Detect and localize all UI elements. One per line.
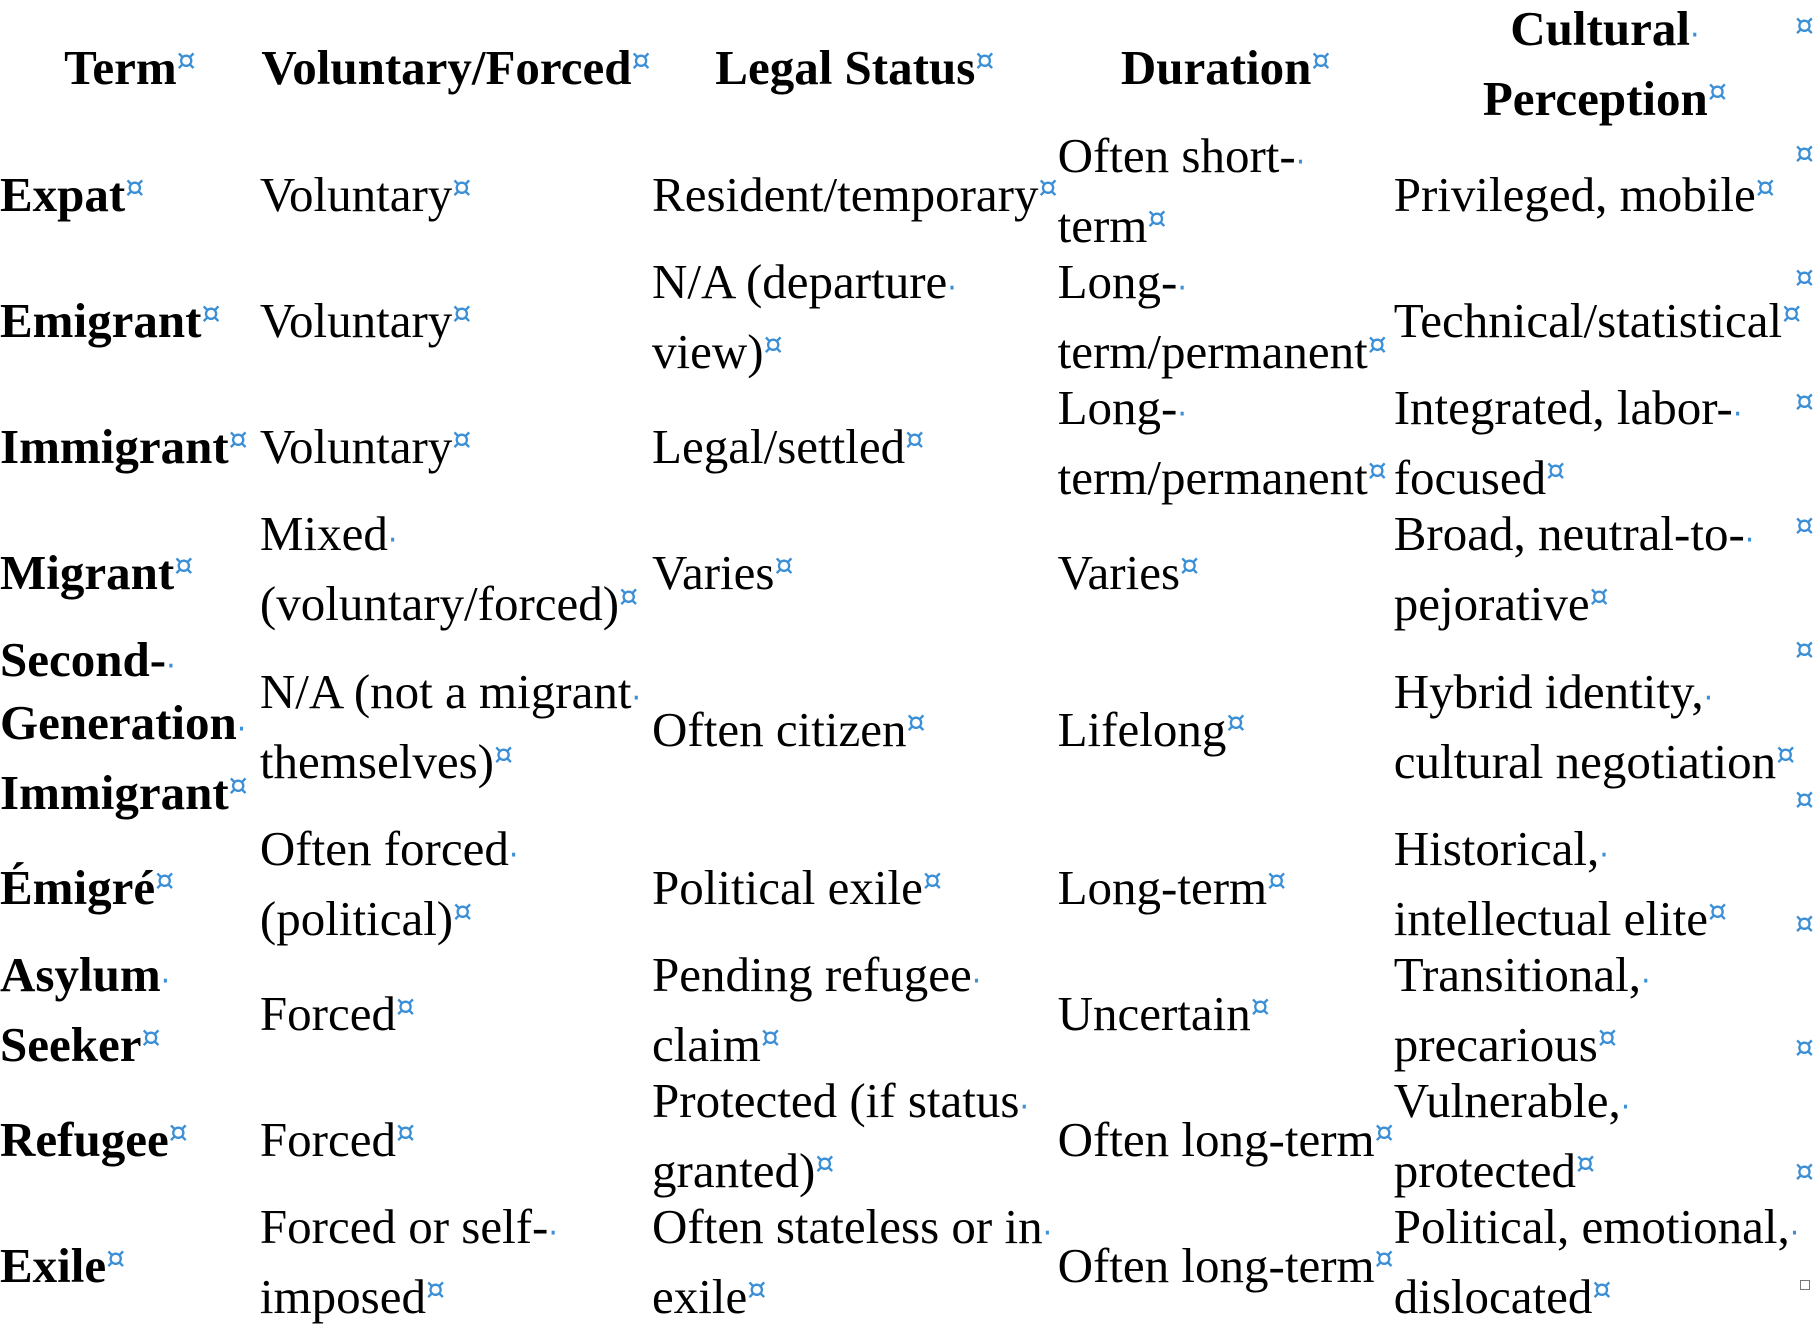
cell-end-mark: ¤ — [1374, 1114, 1394, 1150]
cell-text-line — [1394, 947, 1816, 1010]
cell-cultural-perception — [1394, 947, 1816, 1073]
cell-text-line — [0, 853, 260, 916]
table-row — [0, 632, 1816, 821]
space-mark: · — [1599, 838, 1609, 873]
cell-end-mark: ¤ — [168, 1114, 188, 1150]
cell-term — [0, 947, 260, 1073]
cell-text: focused — [1393, 450, 1547, 505]
cell-end-mark: ¤ — [176, 42, 196, 78]
cell-voluntary-forced — [260, 632, 652, 821]
cell-text-line — [0, 1231, 260, 1294]
cell-end-mark: ¤ — [1038, 169, 1058, 205]
cell-text-line — [1394, 506, 1816, 569]
cell-text: Forced or self- — [259, 1199, 549, 1254]
cell-end-mark: ¤ — [1592, 1272, 1612, 1307]
cell-text-line — [0, 632, 260, 695]
cell-end-mark: ¤ — [493, 736, 514, 772]
cell-text: term/permanent — [1057, 324, 1368, 379]
cell-text: Immigrant — [0, 765, 229, 820]
cell-text-line — [0, 695, 260, 758]
cell-end-mark: ¤ — [452, 295, 472, 331]
cell-text-line — [1394, 1, 1816, 64]
cell-text: precarious — [1393, 1017, 1598, 1072]
cell-end-mark: ¤ — [452, 169, 472, 205]
cell-text-line — [0, 160, 260, 223]
cell-text-line — [0, 1010, 260, 1073]
cell-text: Mixed — [259, 506, 388, 561]
cell-text: Voluntary — [259, 418, 453, 474]
cell-cultural-perception — [1394, 632, 1816, 821]
cell-text-line — [1394, 286, 1816, 349]
space-mark: · — [1641, 964, 1651, 999]
cell-text: Often forced — [259, 821, 509, 876]
space-mark: · — [1620, 1090, 1631, 1125]
cell-text: Generation — [0, 695, 237, 750]
cell-text-line — [1394, 884, 1816, 947]
cell-legal-status — [652, 821, 1058, 947]
cell-legal-status — [652, 506, 1058, 632]
cell-text: Uncertain — [1057, 985, 1251, 1041]
cell-text: protected — [1393, 1143, 1577, 1198]
cell-text: term/permanent — [1057, 450, 1368, 505]
cell-text: N/A (not a migrant — [259, 663, 632, 719]
space-mark: · — [1732, 397, 1743, 432]
cell-text: Asylum — [0, 947, 161, 1002]
cell-text: imposed — [259, 1269, 426, 1324]
cell-term — [0, 821, 260, 947]
cell-text: Long- — [1057, 380, 1178, 435]
space-mark: · — [1019, 1090, 1029, 1125]
cell-text-line — [1058, 33, 1394, 96]
cell-end-mark: ¤ — [1597, 1020, 1617, 1055]
cell-end-mark: ¤ — [155, 862, 175, 898]
space-mark: · — [1703, 680, 1714, 716]
cell-cultural-perception — [1394, 821, 1816, 947]
table-row — [0, 380, 1816, 506]
space-mark: · — [166, 649, 176, 684]
cell-voluntary-forced — [260, 821, 652, 947]
cell-end-mark: ¤ — [425, 1272, 446, 1307]
row-end-mark: ¤ — [1794, 782, 1814, 817]
cell-text-line — [652, 1010, 1058, 1073]
cell-voluntary-forced — [260, 254, 652, 380]
space-mark: · — [1177, 397, 1187, 432]
row-end-mark: ¤ — [1794, 1154, 1814, 1189]
cell-text-line — [1058, 254, 1394, 317]
cell-text-line — [1058, 380, 1394, 443]
cell-text-line — [1394, 1262, 1816, 1325]
cell-text-line — [652, 695, 1058, 758]
cell-text-line — [1058, 317, 1394, 380]
cell-text-line — [1394, 1136, 1816, 1199]
cell-text: Privileged, mobile — [1393, 166, 1756, 222]
cell-end-mark: ¤ — [1226, 705, 1246, 740]
cell-legal-status — [652, 1199, 1058, 1325]
cell-text-line — [652, 1073, 1058, 1136]
cell-text-line — [260, 1199, 652, 1262]
cell-end-mark: ¤ — [1180, 547, 1200, 583]
cell-text-line — [1058, 538, 1394, 601]
cell-end-mark: ¤ — [1707, 74, 1727, 109]
cell-text-line — [260, 160, 652, 223]
cell-text-line — [1394, 160, 1816, 223]
cell-text: Duration — [1120, 39, 1312, 95]
cell-text-line — [0, 947, 260, 1010]
cell-end-mark: ¤ — [760, 1020, 780, 1055]
cell-voluntary-forced — [260, 506, 652, 632]
header-cell-term — [0, 0, 260, 128]
cell-text: Migrant — [0, 544, 175, 600]
space-mark: · — [1744, 523, 1755, 558]
space-mark: · — [631, 680, 641, 716]
cell-text: Émigré — [0, 859, 156, 915]
row-end-mark: ¤ — [1794, 260, 1814, 295]
cell-end-mark: ¤ — [1589, 579, 1609, 614]
space-mark: · — [1295, 145, 1306, 180]
cell-text: Immigrant — [0, 418, 229, 474]
space-mark: · — [548, 1216, 558, 1251]
cell-text-line — [0, 758, 260, 821]
cell-text: Often long-term — [1057, 1111, 1375, 1167]
cell-term — [0, 254, 260, 380]
cell-text-line — [652, 160, 1058, 223]
cell-text: exile — [652, 1269, 748, 1324]
cell-text: granted) — [652, 1143, 816, 1198]
cell-text-line — [1394, 443, 1816, 506]
cell-text: Long- — [1057, 254, 1178, 309]
cell-duration — [1058, 632, 1394, 821]
space-mark: · — [1177, 271, 1187, 306]
cell-end-mark: ¤ — [905, 421, 925, 457]
cell-text: (political) — [259, 891, 454, 946]
cell-text: Integrated, labor- — [1393, 380, 1733, 435]
cell-text: (voluntary/forced) — [259, 576, 620, 631]
row-end-mark: ¤ — [1794, 384, 1814, 419]
space-mark: · — [1689, 18, 1700, 53]
cell-end-mark: ¤ — [1367, 327, 1387, 362]
cell-text: Exile — [0, 1237, 107, 1293]
cell-cultural-perception — [1394, 380, 1816, 506]
cell-end-mark: ¤ — [1250, 988, 1270, 1024]
cell-text: Refugee — [0, 1111, 169, 1167]
cell-text-line — [652, 412, 1058, 475]
cell-text-line — [0, 286, 260, 349]
cell-term — [0, 1073, 260, 1199]
cell-end-mark: ¤ — [975, 42, 995, 78]
cell-text-line — [0, 412, 260, 475]
cell-end-mark: ¤ — [453, 894, 473, 929]
cell-end-mark: ¤ — [452, 421, 472, 457]
cell-text-line — [260, 821, 652, 884]
cell-duration — [1058, 380, 1394, 506]
cell-text: intellectual elite — [1393, 891, 1708, 946]
cell-end-mark: ¤ — [1776, 736, 1796, 772]
cell-text-line — [260, 506, 652, 569]
cell-text-line — [1058, 853, 1394, 916]
cell-end-mark: ¤ — [396, 1114, 416, 1150]
table-row — [0, 506, 1816, 632]
cell-text-line — [1058, 1105, 1394, 1168]
cell-text-line — [652, 1136, 1058, 1199]
cell-text: Voluntary/Forced — [261, 39, 632, 95]
cell-text: Legal Status — [715, 39, 976, 95]
cell-text: claim — [652, 1017, 761, 1072]
cell-term — [0, 128, 260, 254]
row-end-mark: ¤ — [1794, 508, 1814, 543]
cell-text-line — [1394, 727, 1816, 790]
cell-text: dislocated — [1393, 1269, 1593, 1324]
cell-text: Varies — [1057, 544, 1181, 600]
cell-text: view) — [652, 324, 764, 379]
space-mark: · — [971, 964, 982, 999]
header-cell-cultural-perception — [1394, 0, 1816, 128]
cell-text-line — [1394, 569, 1816, 632]
cell-text: Long-term — [1057, 859, 1268, 915]
cell-end-mark: ¤ — [747, 1272, 767, 1307]
cell-end-mark: ¤ — [815, 1146, 835, 1181]
cell-voluntary-forced — [260, 128, 652, 254]
row-end-mark: ¤ — [1794, 8, 1814, 43]
cell-end-mark: ¤ — [174, 547, 194, 583]
cell-text: Hybrid identity, — [1393, 663, 1704, 719]
cell-text: Term — [64, 39, 177, 95]
cell-duration — [1058, 254, 1394, 380]
cell-text-line — [652, 1199, 1058, 1262]
cell-text: Historical, — [1393, 821, 1600, 876]
cell-voluntary-forced — [260, 947, 652, 1073]
cell-text: Voluntary — [259, 166, 453, 222]
cell-end-mark: ¤ — [906, 705, 926, 740]
cell-duration — [1058, 506, 1394, 632]
row-end-mark: ¤ — [1794, 136, 1814, 171]
cell-text: Varies — [652, 544, 775, 600]
cell-duration — [1058, 1073, 1394, 1199]
cell-text-line — [1058, 695, 1394, 758]
row-end-mark: ¤ — [1794, 1030, 1814, 1065]
cell-end-mark: ¤ — [1311, 42, 1331, 78]
cell-text-line — [0, 33, 260, 96]
cell-end-mark: ¤ — [141, 1020, 161, 1055]
cell-term — [0, 1199, 260, 1325]
cell-end-mark: ¤ — [106, 1240, 126, 1276]
row-end-mark: ¤ — [1794, 906, 1814, 941]
cell-text-line — [260, 1105, 652, 1168]
cell-legal-status — [652, 380, 1058, 506]
table-row — [0, 1199, 1816, 1325]
space-mark: · — [947, 271, 957, 306]
cell-legal-status — [652, 1073, 1058, 1199]
cell-text-line — [260, 33, 652, 96]
cell-text-line — [652, 853, 1058, 916]
cell-text: Often citizen — [652, 702, 907, 757]
cell-end-mark: ¤ — [619, 579, 639, 614]
cell-text-line — [1394, 664, 1816, 727]
cell-text-line — [260, 979, 652, 1042]
cell-text-line — [0, 1105, 260, 1168]
cell-text: pejorative — [1393, 576, 1590, 631]
cell-cultural-perception — [1394, 1199, 1816, 1325]
cell-text-line — [1394, 1199, 1816, 1262]
cell-text-line — [260, 1262, 652, 1325]
cell-end-mark: ¤ — [228, 768, 248, 803]
cell-text-line — [1058, 443, 1394, 506]
cell-text-line — [260, 286, 652, 349]
cell-end-mark: ¤ — [1147, 201, 1167, 236]
cell-text: Resident/temporary — [652, 166, 1039, 222]
cell-duration — [1058, 128, 1394, 254]
cell-text-line — [1394, 380, 1816, 443]
space-mark: · — [236, 712, 247, 747]
cell-end-mark: ¤ — [631, 42, 651, 78]
cell-end-mark: ¤ — [125, 169, 145, 205]
cell-text: Broad, neutral-to- — [1393, 506, 1745, 561]
cell-text: Technical/statistical — [1393, 292, 1783, 348]
table-header-row — [0, 0, 1816, 128]
cell-text-line — [1394, 821, 1816, 884]
cell-text: Lifelong — [1057, 702, 1227, 757]
cell-cultural-perception — [1394, 506, 1816, 632]
cell-end-mark: ¤ — [1374, 1240, 1394, 1276]
cell-term — [0, 506, 260, 632]
cell-end-mark: ¤ — [1708, 894, 1728, 929]
cell-text: Emigrant — [0, 292, 202, 348]
cell-cultural-perception — [1394, 254, 1816, 380]
cell-text-line — [1058, 979, 1394, 1042]
cell-text-line — [1058, 191, 1394, 254]
cell-end-mark: ¤ — [1267, 862, 1287, 898]
cell-legal-status — [652, 128, 1058, 254]
table-row — [0, 947, 1816, 1073]
header-cell-legal-status — [652, 0, 1058, 128]
cell-text: Protected (if status — [652, 1073, 1020, 1128]
header-cell-voluntary-forced — [260, 0, 652, 128]
cell-end-mark: ¤ — [774, 547, 794, 583]
cell-legal-status — [652, 254, 1058, 380]
cell-text-line — [260, 664, 652, 727]
space-mark: · — [508, 838, 519, 873]
cell-end-mark: ¤ — [1546, 453, 1566, 488]
cell-duration — [1058, 821, 1394, 947]
cell-term — [0, 380, 260, 506]
cell-text: Transitional, — [1393, 947, 1642, 1002]
cell-duration — [1058, 1199, 1394, 1325]
cell-duration — [1058, 947, 1394, 1073]
space-mark: · — [160, 964, 171, 999]
table-row — [0, 821, 1816, 947]
cell-end-mark: ¤ — [1782, 295, 1802, 331]
cell-text: Forced — [259, 985, 396, 1041]
cell-end-mark: ¤ — [1755, 169, 1775, 205]
cell-text: Political exile — [652, 859, 923, 915]
cell-text-line — [1058, 128, 1394, 191]
cell-text: Seeker — [0, 1017, 142, 1072]
cell-text: term — [1057, 198, 1148, 253]
cell-end-mark: ¤ — [1367, 453, 1387, 488]
cell-voluntary-forced — [260, 380, 652, 506]
space-mark: · — [387, 523, 398, 558]
cell-text: Often stateless or in — [652, 1199, 1043, 1254]
cell-term — [0, 632, 260, 821]
table-row — [0, 1073, 1816, 1199]
cell-text: cultural negotiation — [1393, 733, 1777, 789]
space-mark: · — [1042, 1216, 1053, 1251]
cell-text-line — [0, 538, 260, 601]
cell-text: Forced — [259, 1111, 396, 1167]
cell-text-line — [1394, 1010, 1816, 1073]
cell-text: Vulnerable, — [1393, 1073, 1621, 1128]
cell-text-line — [652, 254, 1058, 317]
table-row — [0, 128, 1816, 254]
table-row — [0, 254, 1816, 380]
cell-text: Cultural — [1510, 1, 1690, 56]
cell-text-line — [1058, 1231, 1394, 1294]
cell-end-mark: ¤ — [763, 327, 783, 362]
cell-text: N/A (departure — [652, 254, 948, 309]
space-mark: · — [1789, 1216, 1800, 1251]
cell-text: themselves) — [259, 733, 494, 789]
cell-text-line — [652, 1262, 1058, 1325]
cell-end-mark: ¤ — [396, 988, 416, 1024]
cell-voluntary-forced — [260, 1199, 652, 1325]
cell-text-line — [652, 538, 1058, 601]
cell-text: Pending refugee — [652, 947, 972, 1002]
header-cell-duration — [1058, 0, 1394, 128]
cell-voluntary-forced — [260, 1073, 652, 1199]
cell-cultural-perception — [1394, 128, 1816, 254]
cell-text-line — [1394, 1073, 1816, 1136]
cell-text-line — [260, 884, 652, 947]
cell-text-line — [652, 33, 1058, 96]
cell-cultural-perception — [1394, 1073, 1816, 1199]
cell-end-mark: ¤ — [1576, 1146, 1596, 1181]
end-of-document-mark — [1800, 1280, 1810, 1290]
cell-text: Often long-term — [1057, 1237, 1375, 1293]
cell-text: Often short- — [1057, 128, 1296, 183]
cell-text-line — [260, 727, 652, 790]
cell-end-mark: ¤ — [201, 295, 221, 331]
cell-text-line — [652, 947, 1058, 1010]
cell-text: Political, emotional, — [1393, 1199, 1790, 1254]
cell-text: Voluntary — [259, 292, 453, 348]
cell-text-line — [652, 317, 1058, 380]
cell-text-line — [260, 412, 652, 475]
cell-legal-status — [652, 632, 1058, 821]
cell-end-mark: ¤ — [228, 421, 248, 457]
cell-legal-status — [652, 947, 1058, 1073]
cell-text: Perception — [1482, 71, 1708, 126]
cell-text-line — [1394, 64, 1816, 127]
row-end-mark: ¤ — [1794, 632, 1814, 667]
cell-text: Legal/settled — [652, 418, 906, 474]
cell-text-line — [260, 569, 652, 632]
cell-text: Second- — [0, 632, 167, 687]
cell-text: Expat — [0, 166, 126, 222]
cell-end-mark: ¤ — [922, 862, 942, 898]
